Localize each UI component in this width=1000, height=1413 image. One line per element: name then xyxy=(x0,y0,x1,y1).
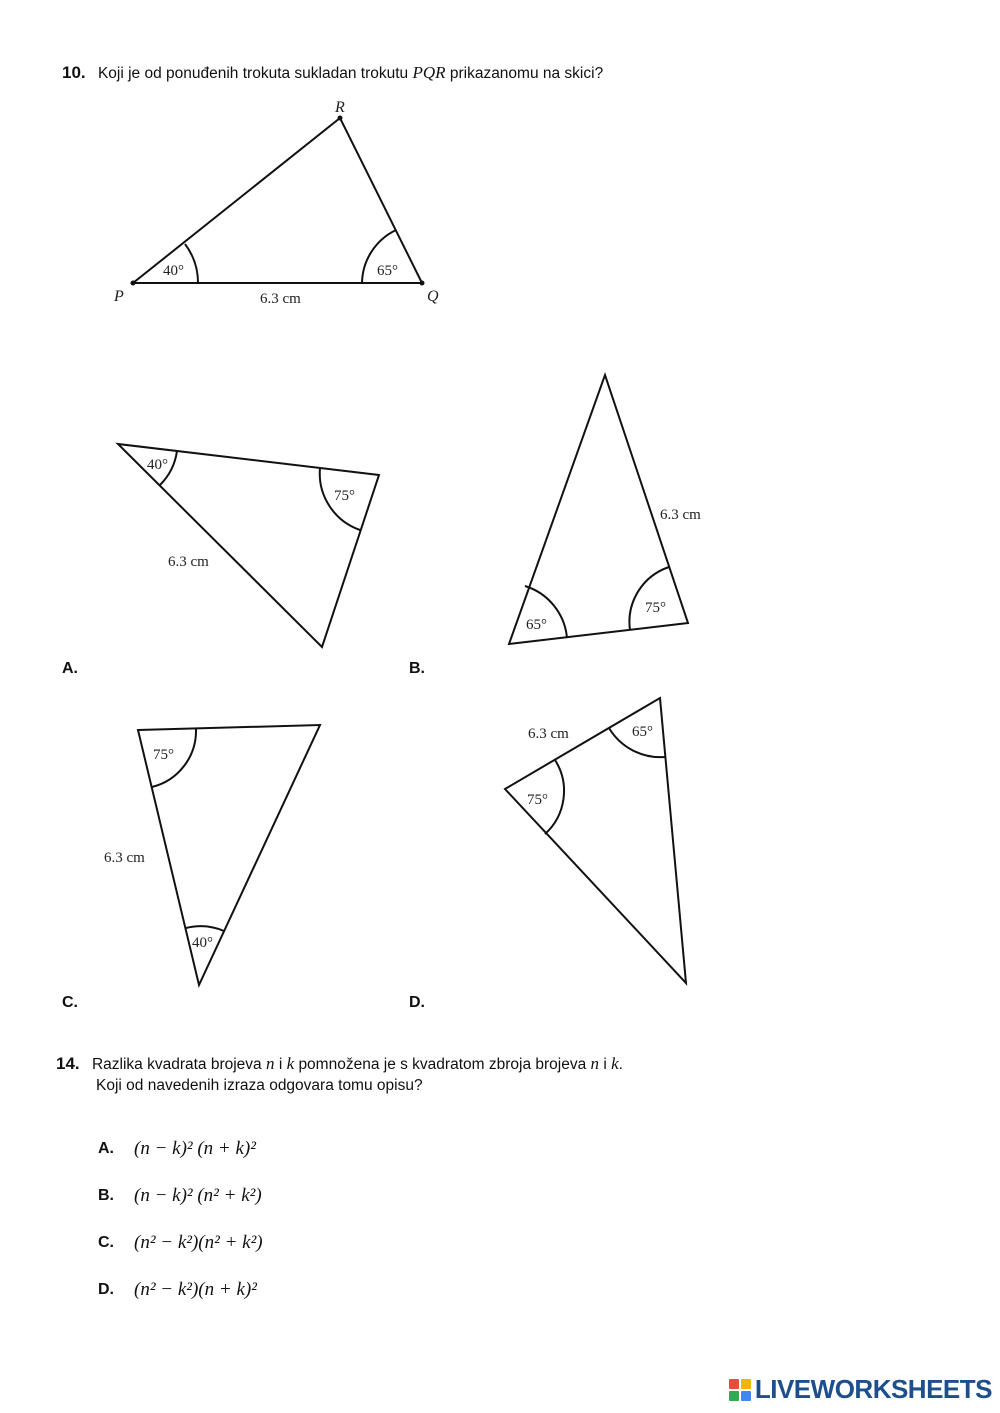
conjunction: i xyxy=(603,1056,607,1073)
question-14-line-1 xyxy=(56,1054,623,1074)
liveworksheets-logo xyxy=(729,1374,992,1405)
logo-mark-icon xyxy=(729,1379,751,1401)
answer-a[interactable] xyxy=(98,1138,256,1160)
question-number: 14. xyxy=(56,1054,80,1073)
vertex-q-label: Q xyxy=(427,288,439,305)
answer-expression: (n − k)² (n² + k²) xyxy=(134,1185,262,1206)
option-c-side: 6.3 cm xyxy=(104,850,145,866)
option-a-angle-1: 40° xyxy=(147,457,168,473)
answer-d[interactable] xyxy=(98,1279,257,1301)
logo-square-icon xyxy=(741,1379,751,1389)
answer-expression: (n² − k²)(n² + k²) xyxy=(134,1232,263,1253)
triangle-pqr xyxy=(133,118,422,283)
question-text: Razlika kvadrata brojeva xyxy=(91,1056,262,1073)
option-d-angle-1: 65° xyxy=(632,724,653,740)
logo-square-icon xyxy=(741,1391,751,1401)
question-14-line-2: Koji od navedenih izraza odgovara tomu opisu? xyxy=(96,1077,423,1094)
answer-label: A. xyxy=(98,1140,114,1157)
option-a-angle-2: 75° xyxy=(334,488,355,504)
option-b-angle-2: 75° xyxy=(645,600,666,616)
answer-expression: (n − k)² (n + k)² xyxy=(134,1138,256,1159)
answer-b[interactable] xyxy=(98,1185,262,1207)
variable-n: n xyxy=(590,1054,600,1073)
question-text-before: Koji je od ponuđenih trokuta sukladan trokutu xyxy=(97,65,409,82)
answer-c[interactable] xyxy=(98,1232,263,1254)
option-d-label[interactable]: D. xyxy=(409,994,425,1011)
logo-square-icon xyxy=(729,1379,739,1389)
angle-arc-c2 xyxy=(186,926,224,931)
option-c-angle-2: 40° xyxy=(192,935,213,951)
angle-q-label: 65° xyxy=(377,263,398,279)
vertex-p-label: P xyxy=(114,288,124,305)
question-number: 10. xyxy=(62,63,86,82)
conjunction: i xyxy=(278,1056,283,1073)
option-b-label[interactable]: B. xyxy=(409,660,425,677)
option-c-angle-1: 75° xyxy=(153,747,174,763)
option-a-side: 6.3 cm xyxy=(168,554,209,570)
logo-square-icon xyxy=(729,1391,739,1401)
vertex-r-label: R xyxy=(335,99,345,116)
answer-expression: (n² − k²)(n + k)² xyxy=(134,1279,257,1300)
option-b-side: 6.3 cm xyxy=(660,507,701,523)
answer-label: B. xyxy=(98,1187,114,1204)
option-d-side: 6.3 cm xyxy=(528,726,569,742)
question-text-after: prikazanomu na skici? xyxy=(449,65,604,82)
side-pq-label: 6.3 cm xyxy=(260,291,301,307)
period: . xyxy=(618,1056,623,1073)
angle-arc-b2 xyxy=(629,567,669,630)
angle-p-label: 40° xyxy=(163,263,184,279)
triangle-a xyxy=(118,444,379,647)
variable-k: k xyxy=(611,1054,619,1073)
option-a-label[interactable]: A. xyxy=(62,660,78,677)
logo-text: LIVEWORKSHEETS xyxy=(754,1374,992,1404)
question-text: pomnožena je s kvadratom zbroja brojeva xyxy=(298,1056,587,1073)
option-d-angle-2: 75° xyxy=(527,792,548,808)
answer-label: D. xyxy=(98,1281,114,1298)
variable-n: n xyxy=(266,1054,275,1073)
variable-k: k xyxy=(286,1054,295,1073)
angle-arc-p xyxy=(185,244,198,283)
option-b-angle-1: 65° xyxy=(526,617,547,633)
triangle-name: PQR xyxy=(412,63,446,82)
option-c-label[interactable]: C. xyxy=(62,994,78,1011)
answer-label: C. xyxy=(98,1234,114,1251)
triangle-c xyxy=(138,725,320,985)
